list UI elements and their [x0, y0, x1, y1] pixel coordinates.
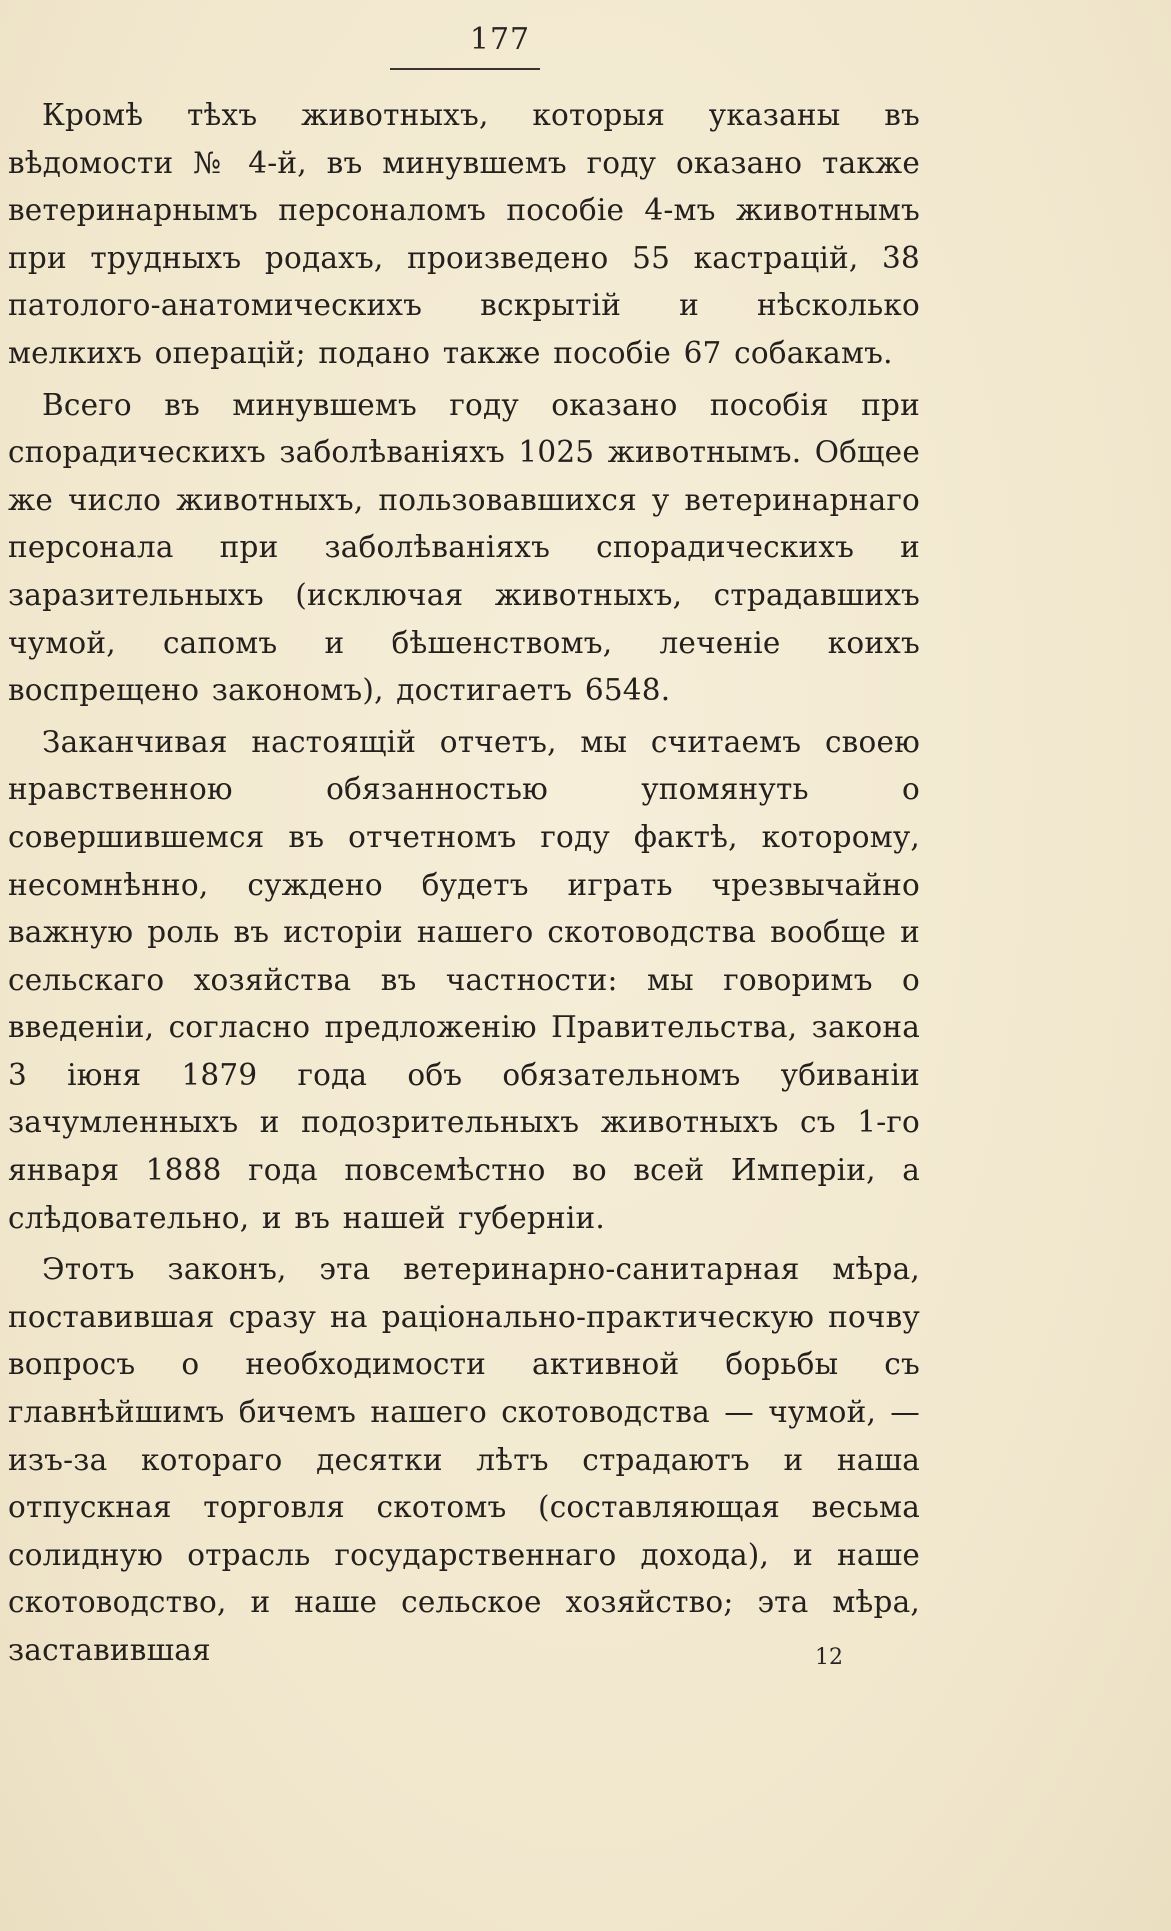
- page-number: 177: [469, 22, 531, 57]
- paragraph-1: Кромѣ тѣхъ животныхъ, которыя указаны въ вѣдомости № 4-й, въ минувшемъ году оказано также ветеринарнымъ персоналомъ пособіе 4-мъ животнымъ при трудныхъ родахъ, произведено 55 кастрацій, 38 патолого-анатомическихъ вскрытій и нѣсколько мелкихъ операцій; подано также пособіе 67 собакамъ.: [8, 98, 920, 370]
- paragraph-4: Этотъ законъ, эта ветеринарно-санитарная мѣра, поставившая сразу на раціонально-практическую почву вопросъ о необходимости активной борьбы съ главнѣйшимъ бичемъ нашего скотоводства — чумой, — изъ-за котораго десятки лѣтъ страдаютъ и наша отпускная торговля скотомъ (составляющая весьма солидную отрасль государственнаго дохода), и наше скотоводство, и наше сельское хозяйство; эта мѣра, заставившая: [8, 1252, 920, 1667]
- paragraph-2: Всего въ минувшемъ году оказано пособія при спорадическихъ заболѣваніяхъ 1025 животнымъ. Общее же число животныхъ, пользовавшихся у ветеринарнаго персонала при заболѣваніяхъ спорадическихъ и заразительныхъ (исключая животныхъ, страдавшихъ чумой, сапомъ и бѣшенствомъ, леченіе коихъ воспрещено закономъ), достигаетъ 6548.: [8, 387, 920, 708]
- header-rule: [390, 68, 540, 70]
- paragraph-3: Заканчивая настоящій отчетъ, мы считаемъ своею нравственною обязанностью упомянуть о совершившемся въ отчетномъ году фактѣ, которому, несомнѣнно, суждено будетъ играть чрезвычайно важную роль въ исторіи нашего скотоводства вообще и сельскаго хозяйства въ частности: мы говоримъ о введеніи, согласно предложенію Правительства, закона 3 іюня 1879 года объ обязательномъ убиваніи зачумленныхъ и подозрительныхъ животныхъ съ 1-го января 1888 года повсемѣстно во всей Имперіи, а слѣдовательно, и въ нашей губерніи.: [8, 724, 920, 1235]
- signature-mark: 12: [815, 1645, 843, 1670]
- body-text: [8, 92, 920, 1675]
